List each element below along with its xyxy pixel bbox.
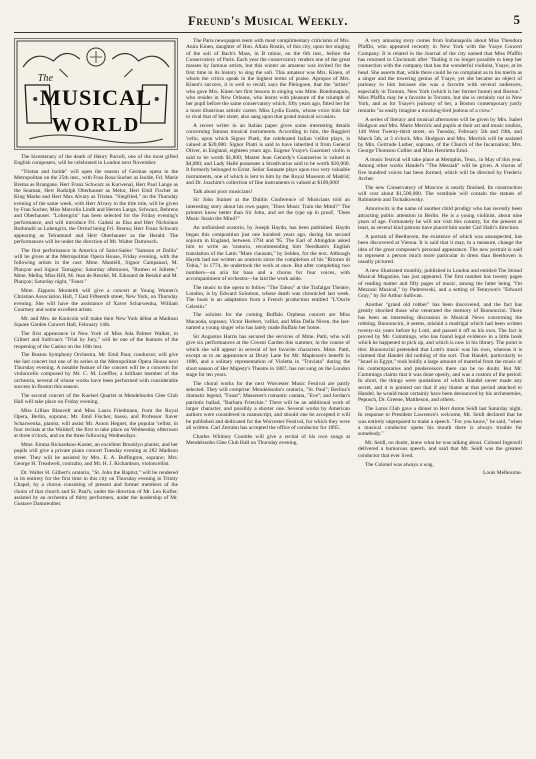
article-columns [14, 38, 522, 751]
news-paragraph: The first appearance in New York of Miss Ada Palmer Walker, in Gilbert and Sullivan's "Trial by Jury," will be one of the features of the reopening of the Casino on the 18th inst. [14, 330, 178, 350]
masthead-illustration [15, 39, 177, 149]
news-paragraph: Dr. Walter H. Gilbert's oratorio, "St. John the Baptist," will be rendered in its entirety for the first time in this city on Thursday evening in Trinity Chapel, by a chorus consisting of present and former members of the choirs of that church and St. Paul's, under the direction of Mr. Leo Kofler, assisted by an orchestra of thirty performers, under the leadership of Mr. Gustave Dannreuther. [14, 469, 178, 508]
news-paragraph: Another "grand old robber" has been discovered, and the fact has greatly shocked those who venerated the memory of Buononcini. There has been an interesting discussion in Musical News concerning the robbing. Buononcini, it seems, mislaid a madrigal which had been written twenty-six years before by Lotti, and passed it off as his own. The fact is proved by Mr. Cummings, who has found legal evidence in a little book which he happened to pick up, and which is now in his library. The point is this: Buononcini pretended that Lotti's music was his own, whereas it is claimed that Handel did nothing of the sort. That Handel, particularly in "Israel in Egypt," took boldly a large amount of material from the music of his contemporaries and predecessors there can be no doubt. But Mr. Cummings claims that it was done openly, and was a custom of the period. In short, the things were quotations of which Handel never made any secret, and it is pointed out that if any blame at that period attached to Handel, he would most certainly have been denounced by his archenemies, Pepusch, Dr. Greene, Mattheson, and others. [358, 302, 522, 404]
news-paragraph: A music festival will take place at Memphis, Tenn., in May of this year. Among other works Handel's "The Messiah" will be given. A chorus of five hundred voices has been formed, which will be directed by Frederic Archer. [358, 156, 522, 182]
news-paragraph: An unfinished oratorio, by Joseph Haydn, has been published. Haydn began this composition just one hundred years ago, during his second sojourn in England, between 1794 and '95. The Earl of Abingdon asked him to write an 'oratorio, recommending him Needham's English translation of the Latin "Mare clausum," by Selden, for the text. Although Haydn had not written an oratorio since the completion of his "Ritorno di Tobia," in 1774, he undertook the work at once. But after completing two numbers—an aria for bass and a chorus for four voices, with accompaniment of orchestra—he laid the work aside. [186, 225, 350, 282]
news-paragraph: A portrait of Beethoven, the existence of which was unsuspected, has been discovered at Vienna. It is said that it may, in a measure, change the idea of the great composer's personal appearance. The new portrait is said to represent a person much more particular in dress than Beethoven is usually pictured. [358, 233, 522, 266]
news-paragraph: Sir Augustus Harris has secured the services of Mme. Patti, who will give six performances at the Covent Garden this summer, in the course of which she will appear in several of her favorite characters. Mme. Patti, except as to an appearance at Drury Lane for Mr. Mapleson's benefit in 1886, and a solitary representation of Violetta in "Traviata" during the short season of Her Majesty's Theatre in 1887, has not sung on the London stage for ten years. [186, 333, 350, 378]
column-left [14, 38, 178, 751]
svg-text:MUSICAL: MUSICAL [39, 85, 153, 110]
news-paragraph: The second concert of the Koelsel Quartet at Mendelssohn Glee Club Hall will take place on Friday evening. [14, 392, 178, 406]
news-paragraph: Mr. Seidl, no doubt, knew what he was talking about. Colonel Ingersoll delivered a humorous speech, and said that Mr. Seidl was the greatest conductor that ever lived. [358, 440, 522, 459]
news-paragraph: The Boston Symphony Orchestra, Mr. Emil Paur, conductor, will give the last concert but one of its series at the Metropolitan Opera House next Thursday evening. A notable feature of the concert will be a concerto for violoncello composed by Mr. C. M. Loeffler, a brilliant member of the orchestra, several of whose works have been performed with considerable success in Boston this season. [14, 352, 178, 391]
column-right [358, 38, 522, 751]
news-paragraph: Talk about poor musicians! [193, 188, 253, 195]
news-paragraph: The music to the opera to follow "The Taboo" at the Trafalgar Theatre, London, is by Edward Solomon, whose death was chronicled last week. The book is an adaptation from a French production entitled "L'Oncle Celestin." [186, 284, 350, 310]
svg-text:The: The [37, 73, 53, 84]
column-left-text [14, 154, 178, 508]
news-paragraph: Amorowitz is the name of another child prodigy who has recently been attracting public attention in Berlin. He is a young violinist, about nine years of age. Fortunately he will not visit this country, for the present at least, as several kind patrons have placed him under Carl Halir's direction. [358, 206, 522, 232]
column-middle [186, 38, 350, 751]
news-paragraph: The new Conservatory of Moscow is nearly finished. Its construction will cost about $1,500,000. The vestibule will contain the statues of Rubinstein and Tschaikowsky. [358, 184, 522, 204]
news-paragraph: A new illustrated monthly, published in London and entitled The Strand Musical Magazine, has just appeared. The first number has twenty pages of reading matter and fifty pages of music, among the latter being "I'm Mezzani Musical," by Paderewski, and a setting of Tennyson's "Edward Gray," by Sir Arthur Sullivan. [358, 268, 522, 300]
news-paragraph: "Tristan and Isolde" will open the season of German opera in the Metropolitan on the 25th inst., with Frau Rosa Sucher as Isolde, Frl. Marie Brema as Brangane, Herr Franz Schwarz as Kurwenal, Herr Paul Lange as the Seaman, Herr Rudolph Oberhauser as Melot, Herr Emil Fischer as King Marke and Herr Max Alvary as Tristan. "Siegfried," on the Thursday evening of the same week, with Herr Alvary in the title role, will be given by Frau Sucher, Miss Marcella Lindh and Herren Lange, Schwarz, Behrens and Oberhauser. "Lohengrin" has been selected for the Friday evening's performance, and will introduce Frl. Gadski as Elsa and Herr Nicholaus Rothmuhl as Lohengrin, the Ortrud being Frl. Brema; Herr Franz Schwarz appearing as Telramund and Herr Oberhauser as the Herald. The performances will be under the direction of Mr. Walter Damrosch. [14, 169, 178, 245]
news-paragraph: The Colonel was always a wag. [365, 461, 434, 468]
news-paragraph: Mme. Emma Richardson-Kuster, an excellent Brooklyn pianist, and her pupils will give a private piano concert Tuesday evening at 282 Madison street. They will be assisted by Mrs. E. A. Buffington, soprano; Mrs. George H. Treadwell, contralto, and Mr. H. J. Richardson, violoncellist. [14, 441, 178, 467]
page-header [14, 10, 522, 33]
news-paragraph: The first performance in America of Saint-Saëns' "Samson et Dalila" will be given at the Metropolitan Opera House, Friday evening, with the following artists in the cast: Mme. Mantelli, Signor Campanari, M. Plançon and Signor Tamagno; Saturday afternoon, "Romeo et Juliette," Mme. Melba, Miss Hill, M. Jean de Reszké, M. Edouard de Reszké and M. Plançon; Saturday night, "Faust." [14, 247, 178, 286]
article-signature: Louis Melbourne. [483, 470, 522, 477]
news-paragraph: Charles Whitney Coombs will give a recital of his own songs at Mendelssohn Glee Club Hall on Thursday evening. [186, 433, 350, 447]
page-number: 5 [513, 12, 520, 27]
news-paragraph: A series of literary and musical afternoons will be given by Mrs. Isabel Hodgson and Mrs. Marie Merrick and pupils at their art and music studios, 146 West Twenty-third street, on Tuesday, February 5th and 19th, and March 5th, at 3 o'clock. Mrs. Hodgson and Mrs. Merrick will be assisted by Mrs. Gertrude Luther, soprano, of the Church of the Incarnation; Mrs. George Thomson Collier and Miss Henrietta Ernd. [358, 116, 522, 155]
news-paragraph: Sir John Stainer at the Dublin Conference of Musicians told an interesting story about his own paper, "Does Music Train the Mind?" The printers knew better than Sir John, and set the type up in proof, "Does Music Strain the Mind?" [186, 197, 350, 223]
column-middle-text [186, 38, 350, 446]
news-paragraph: A recent writer in an Italian paper gives some interesting details concerning famous musical instruments. According to him, the Ruggieri 'cello, upon which Signor Piatti, the celebrated Italian 'cellist plays, is valued at $20,000. Signor Piatti is said to have inherited it from General Oliver, in England, eighteen years ago. Eugene Ysaye's Guarnieri violin is said to be worth $1,800; Master Jean Gerardy's Guarnerius is valued at $4,000; and Lady Hallé possesses a Stradivarius said to be worth $10,000. It formerly belonged to Ernst. Señor Sarasate plays upon two very valuable instruments, one of which is lent to him by the Royal Museum of Madrid; and Dr. Joachim's collection of fine instruments is valued at $100,000! [186, 122, 350, 186]
news-paragraph: The Paris newspapers teem with most complimentary criticisms of Mrs. Anita Kinen, daughter of Hon. Allain Rostin, of this city, upon her singing of the soli of Bach's Mass, in B minor, on the 6th inst., before the Conservatory of Paris. Each year the conservatory renders one of the great masses by famous artists, but this winter an amateur was invited for the first time in its history to sing the soli. This amateur was Mrs. Kinen, of whom the critics speak in the highest terms of praise. Apropos of Mrs. Kinen's success, it is well to recall, says the Pleiogone, that the "artists" who gave Mrs. Kinen her first lessons in singing was Mme. Bondonapulo, who resides in New Orleans, who learns with pleasure of the triumph of her pupil before the same conservatory which, fifty years ago, fitted her for a most illustrious artistic career. Miss Lydia Eustis, whose voice bids fair to rival that of her sister, also sang upon that grand musical occasion. [186, 38, 350, 121]
musical-world-masthead [14, 38, 178, 150]
news-paragraph: Mr. and Mrs. de Koniczin will make their New York début at Madison Square Garden Concert Hall, February 14th. [14, 315, 178, 329]
page-title: Freund's Musical Weekly. [187, 13, 349, 28]
news-paragraph: The soloists for the coming Buffalo Orpheus concert are Miss Macaoda, soprano; Victor Herbert, 'cellist, and Miss Della Niven, the last-named a young singer who has lately made Buffalo her home. [186, 312, 350, 332]
news-paragraph: The choral works for the next Worcester Music Festival are partly selected. They will comprise: Mendelssohn's oratorio, "St. Paul"; Berlioz's dramatic legend, "Faust"; Massenet's romantic cantata, "Eve"; and Jordan's patriotic ballad, "Barbara Frietchie." There will be an additional work of larger character, and possibly a shorter one. Several works by American authors were considered in manuscript, and should one be accepted it will be published and dedicated for the Worcester Festival, for which they were all written. Carl Zerrahn has accepted the office of conductor for 1895. [186, 380, 350, 432]
news-paragraph: Miss Lillian Blauvelt and Miss Laura Friedmann, from the Royal Opera, Berlin, soprano; Mr. Emil Fischer, basso, and Professor Xaver Scharwenka, pianist, will assist Mr. Anton Hegner, the popular 'cellist, in four recitals at the Waldorf; the first to take place on Wednesday afternoon at three o'clock, and on the three following Wednesdays. [14, 407, 178, 440]
news-paragraph: The Lotos Club gave a dinner to Herr Anton Seidl last Saturday night. In response to President Lawrence's welcome, Mr. Seidl declared that he was entirely unprepared to make a speech. "For you know," he said, "when a musical conductor opens his mouth there is always trouble for somebody." [358, 406, 522, 438]
column-right-text [358, 38, 522, 468]
svg-text:WORLD: WORLD [51, 114, 141, 136]
news-paragraph: A very amusing story comes from Indianapolis about Miss Theodora Pfaffin, who appeared recently in New York with the Ysaye Concert Company. It is related in the Journal of the city named that Miss Pfaffin has returned to Cincinnati after "finding it no longer possible to keep her connection with the company that has the wonderful violinist, Ysaye, at its head. She asserts that, while there could be no complaint as to his merits as a singer and the towering genius of Ysaye, yet she became an object of jealousy to him because she was a favorite with several audiences, especially in Toronto, New York (which is her former home) and Boston." Miss Pfaffin may be a favorite in Toronto, but she is certainly not in New York, and as for Ysaye's jealousy of her, a Boston contemporary justly remarks "as easily imagine a mocking-bird jealous of a crow." [358, 38, 522, 114]
news-paragraph: The bicentenary of the death of Henry Purcell, one of the most gifted English composers, will be celebrated in London next November. [14, 154, 178, 167]
news-paragraph: Mme. Zippora Monteith will give a concert at Young Women's Christian Association Hall, 7 East Fifteenth street, New York, on Thursday evening. She will have the assistance of Xaver Scharwenka, William Courtney and some excellent artists. [14, 288, 178, 314]
